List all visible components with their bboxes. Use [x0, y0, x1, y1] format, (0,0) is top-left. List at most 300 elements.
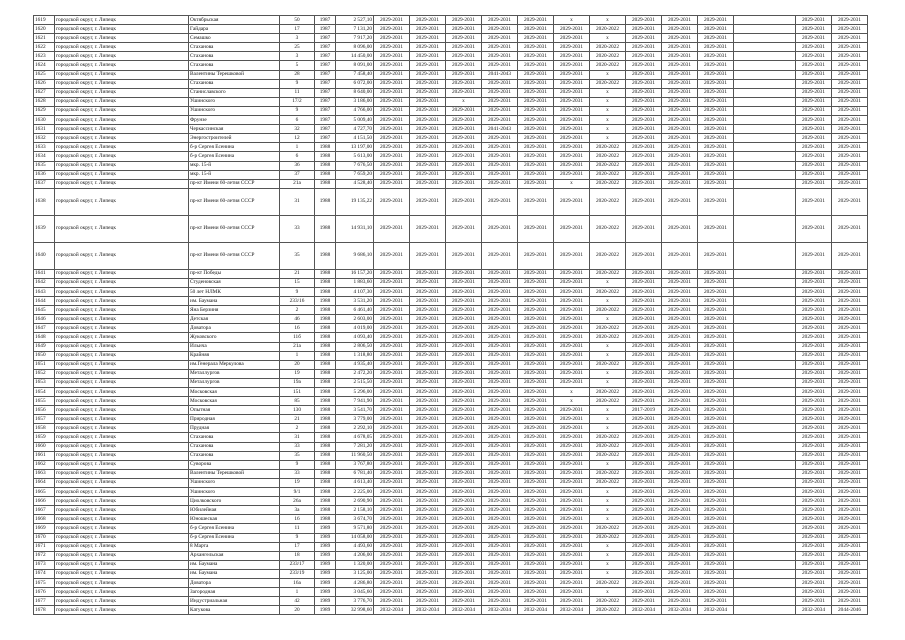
- table-cell: 85: [280, 397, 315, 406]
- table-cell: 8 Марта: [189, 542, 280, 551]
- table-cell: 2029-2031: [482, 469, 518, 478]
- table-cell: 2029-2031: [374, 79, 410, 88]
- table-cell: 18: [280, 551, 315, 560]
- table-cell: 1637: [34, 179, 55, 188]
- table-cell: 2029-2031: [796, 460, 832, 469]
- table-cell: 2029-2031: [554, 378, 590, 387]
- table-cell: 2029-2031: [698, 378, 734, 387]
- table-cell: 2029-2031: [410, 297, 446, 306]
- table-cell: Юбилейная: [189, 506, 280, 515]
- table-cell: 2029-2031: [698, 415, 734, 424]
- table-cell: 2029-2031: [626, 515, 662, 524]
- table-cell: 2029-2031: [626, 215, 662, 242]
- table-cell: 2029-2031: [374, 333, 410, 342]
- table-cell: 2029-2031: [410, 88, 446, 97]
- table-cell: 233/19: [280, 569, 315, 578]
- table-cell: [734, 478, 796, 487]
- table-cell: городской округ, г. Липецк: [55, 415, 189, 424]
- table-cell: 2029-2031: [698, 188, 734, 215]
- table-cell: 3: [280, 52, 315, 61]
- table-cell: х: [590, 97, 626, 106]
- table-cell: городской округ, г. Липецк: [55, 515, 189, 524]
- table-cell: 2029-2031: [626, 342, 662, 351]
- table-cell: 2029-2031: [698, 297, 734, 306]
- table-cell: х: [590, 315, 626, 324]
- table-cell: 2029-2031: [446, 588, 482, 597]
- table-cell: 2029-2031: [698, 542, 734, 551]
- table-cell: 2020-2022: [590, 269, 626, 278]
- table-cell: 2029-2031: [374, 324, 410, 333]
- table-cell: 1988: [315, 342, 336, 351]
- table-cell: 2029-2031: [832, 406, 868, 415]
- table-cell: Валентины Терешковой: [189, 70, 280, 79]
- table-cell: 2029-2031: [446, 179, 482, 188]
- table-cell: 2029-2031: [482, 61, 518, 70]
- table-cell: 1987: [315, 106, 336, 115]
- table-cell: 3 767,80: [336, 460, 374, 469]
- table-cell: Гайдара: [189, 25, 280, 34]
- table-cell: городской округ, г. Липецк: [55, 43, 189, 52]
- table-cell: 1988: [315, 460, 336, 469]
- table-cell: 2020-2022: [590, 597, 626, 606]
- table-cell: 11: [280, 88, 315, 97]
- table-cell: 2029-2031: [518, 551, 554, 560]
- table-row: [34, 560, 868, 569]
- table-row: [34, 242, 868, 269]
- table-cell: 2029-2031: [446, 315, 482, 324]
- table-cell: 2029-2031: [698, 215, 734, 242]
- table-cell: 2029-2031: [410, 170, 446, 179]
- table-cell: 2029-2031: [410, 433, 446, 442]
- table-cell: 2029-2031: [446, 351, 482, 360]
- table-row: [34, 360, 868, 369]
- table-cell: городской округ, г. Липецк: [55, 478, 189, 487]
- table-cell: 2029-2031: [832, 306, 868, 315]
- table-cell: 2029-2031: [518, 515, 554, 524]
- table-cell: 42: [280, 597, 315, 606]
- table-cell: 2029-2031: [410, 116, 446, 125]
- table-cell: Жуковского: [189, 333, 280, 342]
- table-cell: 2 603,00: [336, 315, 374, 324]
- table-cell: Циолковского: [189, 497, 280, 506]
- table-cell: Юношеская: [189, 515, 280, 524]
- table-cell: 1 318,80: [336, 351, 374, 360]
- table-cell: [734, 188, 796, 215]
- table-cell: 26а: [280, 497, 315, 506]
- table-cell: 2029-2031: [482, 397, 518, 406]
- table-cell: Черкассинская: [189, 125, 280, 134]
- table-cell: 2029-2031: [698, 25, 734, 34]
- table-cell: 2029-2031: [832, 134, 868, 143]
- table-cell: 2029-2031: [482, 179, 518, 188]
- table-cell: 2029-2031: [796, 597, 832, 606]
- table-row: [34, 269, 868, 278]
- table-cell: 2029-2031: [518, 306, 554, 315]
- table-cell: 2029-2031: [698, 469, 734, 478]
- table-cell: 2029-2031: [518, 143, 554, 152]
- table-cell: 2029-2031: [698, 179, 734, 188]
- table-cell: 17: [280, 542, 315, 551]
- table-cell: 2029-2031: [796, 88, 832, 97]
- table-cell: [734, 97, 796, 106]
- table-cell: 2029-2031: [662, 88, 698, 97]
- table-cell: 2029-2031: [518, 460, 554, 469]
- table-cell: 1656: [34, 406, 55, 415]
- table-cell: Студеновская: [189, 278, 280, 287]
- table-cell: 1988: [315, 415, 336, 424]
- table-cell: [734, 360, 796, 369]
- table-cell: 2029-2031: [626, 360, 662, 369]
- table-cell: 2029-2031: [626, 597, 662, 606]
- table-cell: 1634: [34, 152, 55, 161]
- table-cell: 2029-2031: [698, 569, 734, 578]
- table-cell: 2029-2031: [832, 597, 868, 606]
- table-cell: 2029-2031: [796, 16, 832, 25]
- table-cell: 2029-2031: [832, 569, 868, 578]
- table-cell: 2029-2031: [662, 269, 698, 278]
- table-cell: 2029-2031: [832, 52, 868, 61]
- table-row: [34, 451, 868, 460]
- table-cell: 2029-2031: [446, 88, 482, 97]
- table-cell: 1988: [315, 278, 336, 287]
- table-cell: 1669: [34, 524, 55, 533]
- table-cell: 1657: [34, 415, 55, 424]
- table-cell: [734, 315, 796, 324]
- table-cell: 8 640,00: [336, 88, 374, 97]
- table-cell: 2029-2031: [626, 97, 662, 106]
- table-cell: 2029-2031: [446, 478, 482, 487]
- table-cell: 2029-2031: [518, 106, 554, 115]
- table-cell: 2029-2031: [374, 287, 410, 296]
- table-cell: 3 541,70: [336, 406, 374, 415]
- table-cell: 2029-2031: [796, 179, 832, 188]
- table-cell: 2029-2031: [698, 388, 734, 397]
- table-cell: 2029-2031: [832, 315, 868, 324]
- table-cell: 2029-2031: [626, 179, 662, 188]
- table-cell: 2029-2031: [662, 61, 698, 70]
- table-cell: 2029-2031: [554, 551, 590, 560]
- table-cell: 2029-2031: [554, 79, 590, 88]
- table-cell: [734, 324, 796, 333]
- table-cell: 2029-2031: [796, 478, 832, 487]
- table-cell: 2029-2031: [554, 560, 590, 569]
- table-cell: городской округ, г. Липецк: [55, 152, 189, 161]
- table-cell: 2029-2031: [518, 397, 554, 406]
- table-cell: 2029-2031: [374, 415, 410, 424]
- table-cell: 1988: [315, 488, 336, 497]
- table-cell: 2029-2031: [410, 278, 446, 287]
- table-cell: 3 045,60: [336, 588, 374, 597]
- table-cell: городской округ, г. Липецк: [55, 442, 189, 451]
- table-cell: 2029-2031: [482, 388, 518, 397]
- table-cell: 2029-2031: [832, 478, 868, 487]
- table-cell: 2032-2034: [482, 606, 518, 615]
- table-cell: 2029-2031: [482, 242, 518, 269]
- table-cell: 2029-2031: [626, 143, 662, 152]
- table-cell: 2029-2031: [374, 360, 410, 369]
- table-cell: 1987: [315, 16, 336, 25]
- table-cell: [734, 415, 796, 424]
- table-cell: 2029-2031: [626, 424, 662, 433]
- table-cell: 2029-2031: [698, 460, 734, 469]
- table-cell: 1987: [315, 116, 336, 125]
- table-cell: 2029-2031: [626, 506, 662, 515]
- table-cell: х: [590, 506, 626, 515]
- table-cell: 233/17: [280, 560, 315, 569]
- table-cell: 2029-2031: [698, 551, 734, 560]
- table-cell: 2029-2031: [832, 324, 868, 333]
- table-cell: 2029-2031: [662, 515, 698, 524]
- table-cell: 2020-2022: [590, 152, 626, 161]
- table-cell: 1: [280, 588, 315, 597]
- table-cell: 2029-2031: [832, 215, 868, 242]
- table-cell: 2029-2031: [796, 79, 832, 88]
- table-cell: 2029-2031: [446, 424, 482, 433]
- table-cell: 2: [280, 306, 315, 315]
- table-cell: Стаханова: [189, 52, 280, 61]
- table-cell: 2029-2031: [374, 143, 410, 152]
- table-row: [34, 433, 868, 442]
- table-cell: 2029-2031: [698, 342, 734, 351]
- table-cell: 2029-2031: [626, 369, 662, 378]
- table-cell: 1988: [315, 269, 336, 278]
- table-cell: пр-кт Имени 60-летия СССР: [189, 215, 280, 242]
- table-cell: Загородная: [189, 588, 280, 597]
- table-cell: 2029-2031: [518, 342, 554, 351]
- table-cell: 2029-2031: [518, 478, 554, 487]
- table-cell: городской округ, г. Липецк: [55, 297, 189, 306]
- table-row: [34, 306, 868, 315]
- table-cell: 2032-2034: [374, 606, 410, 615]
- table-cell: 2029-2031: [796, 134, 832, 143]
- table-cell: 2029-2031: [518, 524, 554, 533]
- table-cell: городской округ, г. Липецк: [55, 52, 189, 61]
- table-cell: 2029-2031: [796, 378, 832, 387]
- table-cell: городской округ, г. Липецк: [55, 606, 189, 615]
- table-cell: 2029-2031: [832, 278, 868, 287]
- table-cell: 1987: [315, 134, 336, 143]
- table-cell: 3 125,00: [336, 569, 374, 578]
- table-cell: 2029-2031: [832, 488, 868, 497]
- table-cell: [734, 152, 796, 161]
- table-cell: 2029-2031: [796, 569, 832, 578]
- housing-register-table: [33, 15, 868, 615]
- table-cell: 2044-2046: [832, 606, 868, 615]
- table-cell: 2029-2031: [482, 588, 518, 597]
- table-cell: городской округ, г. Липецк: [55, 469, 189, 478]
- table-cell: 1663: [34, 469, 55, 478]
- table-cell: 2029-2031: [554, 170, 590, 179]
- table-cell: 33: [280, 442, 315, 451]
- table-cell: 2029-2031: [796, 143, 832, 152]
- table-cell: мкр. 15-й: [189, 161, 280, 170]
- table-cell: 5 009,40: [336, 116, 374, 125]
- table-cell: х: [590, 406, 626, 415]
- table-cell: 2029-2031: [626, 125, 662, 134]
- table-cell: 2029-2031: [626, 134, 662, 143]
- table-cell: 2029-2031: [796, 560, 832, 569]
- table-cell: х: [590, 369, 626, 378]
- table-cell: 1639: [34, 215, 55, 242]
- table-cell: 2029-2031: [554, 134, 590, 143]
- table-row: [34, 43, 868, 52]
- table-cell: 2029-2031: [832, 242, 868, 269]
- table-cell: 2029-2031: [518, 406, 554, 415]
- table-cell: 2020-2022: [590, 287, 626, 296]
- table-cell: городской округ, г. Липецк: [55, 34, 189, 43]
- table-cell: 2029-2031: [662, 43, 698, 52]
- table-cell: 1674: [34, 569, 55, 578]
- table-cell: 12: [280, 134, 315, 143]
- table-cell: 2029-2031: [832, 70, 868, 79]
- table-cell: [734, 215, 796, 242]
- table-cell: 2029-2031: [410, 560, 446, 569]
- table-cell: 2029-2031: [832, 161, 868, 170]
- table-cell: 2029-2031: [662, 542, 698, 551]
- table-cell: х: [590, 551, 626, 560]
- table-cell: 28: [280, 70, 315, 79]
- table-cell: 1988: [315, 306, 336, 315]
- table-cell: 2 158,10: [336, 506, 374, 515]
- table-cell: 2029-2031: [626, 397, 662, 406]
- table-cell: 2029-2031: [554, 34, 590, 43]
- table-cell: 2029-2031: [410, 25, 446, 34]
- table-cell: 2029-2031: [626, 542, 662, 551]
- table-row: [34, 134, 868, 143]
- table-cell: 2029-2031: [626, 306, 662, 315]
- table-cell: городской округ, г. Липецк: [55, 460, 189, 469]
- table-cell: 2029-2031: [554, 116, 590, 125]
- table-cell: 21: [280, 415, 315, 424]
- table-cell: 2029-2031: [410, 588, 446, 597]
- table-cell: [734, 433, 796, 442]
- table-cell: 2020-2022: [590, 306, 626, 315]
- table-cell: 2029-2031: [832, 79, 868, 88]
- table-cell: 2029-2031: [554, 406, 590, 415]
- table-cell: 1655: [34, 397, 55, 406]
- table-cell: городской округ, г. Липецк: [55, 351, 189, 360]
- table-cell: 2029-2031: [832, 433, 868, 442]
- table-cell: 2029-2031: [482, 215, 518, 242]
- table-cell: 20: [280, 360, 315, 369]
- table-cell: 2029-2031: [518, 433, 554, 442]
- table-cell: Прудная: [189, 424, 280, 433]
- table-cell: 2029-2031: [374, 369, 410, 378]
- table-cell: 2029-2031: [796, 315, 832, 324]
- table-cell: 1672: [34, 551, 55, 560]
- table-cell: 2029-2031: [410, 333, 446, 342]
- table-cell: [734, 551, 796, 560]
- table-cell: 2029-2031: [446, 378, 482, 387]
- table-cell: 2029-2031: [626, 433, 662, 442]
- table-cell: 2029-2031: [518, 333, 554, 342]
- table-row: [34, 79, 868, 88]
- table-cell: 2029-2031: [446, 488, 482, 497]
- table-cell: городской округ, г. Липецк: [55, 406, 189, 415]
- table-cell: 2029-2031: [374, 242, 410, 269]
- table-cell: х: [590, 278, 626, 287]
- table-cell: пр-кт Имени 60-летия СССР: [189, 242, 280, 269]
- table-cell: городской округ, г. Липецк: [55, 79, 189, 88]
- table-cell: 2029-2031: [796, 406, 832, 415]
- table-cell: 21а: [280, 179, 315, 188]
- table-cell: [734, 397, 796, 406]
- table-cell: 1988: [315, 297, 336, 306]
- table-cell: 2029-2031: [796, 269, 832, 278]
- table-cell: 2029-2031: [446, 297, 482, 306]
- table-cell: 2029-2031: [410, 215, 446, 242]
- table-cell: Стаханова: [189, 433, 280, 442]
- table-cell: 2029-2031: [446, 134, 482, 143]
- table-cell: Стаханова: [189, 442, 280, 451]
- table-cell: 2029-2031: [518, 125, 554, 134]
- table-cell: 2029-2031: [446, 242, 482, 269]
- table-cell: 2029-2031: [374, 542, 410, 551]
- table-cell: 2029-2031: [554, 106, 590, 115]
- table-cell: 2029-2031: [662, 569, 698, 578]
- table-cell: 2029-2031: [796, 515, 832, 524]
- table-cell: 1650: [34, 351, 55, 360]
- table-cell: 2029-2031: [518, 152, 554, 161]
- table-cell: 2029-2031: [626, 388, 662, 397]
- table-cell: 2020-2022: [590, 433, 626, 442]
- table-cell: 2029-2031: [626, 79, 662, 88]
- table-cell: Стаханова: [189, 451, 280, 460]
- table-cell: 2029-2031: [698, 278, 734, 287]
- table-row: [34, 515, 868, 524]
- table-cell: 4 286,80: [336, 578, 374, 587]
- table-cell: 2029-2031: [374, 88, 410, 97]
- table-cell: 2029-2031: [410, 515, 446, 524]
- table-cell: 2029-2031: [662, 497, 698, 506]
- table-cell: 2029-2031: [662, 424, 698, 433]
- table-cell: 1988: [315, 506, 336, 515]
- table-cell: им. Баумана: [189, 297, 280, 306]
- table-cell: 2029-2031: [482, 524, 518, 533]
- table-cell: 2029-2031: [518, 569, 554, 578]
- table-cell: 2029-2031: [446, 433, 482, 442]
- table-cell: 1988: [315, 360, 336, 369]
- table-cell: 9: [280, 287, 315, 296]
- table-cell: 2029-2031: [554, 287, 590, 296]
- table-cell: 2029-2031: [796, 278, 832, 287]
- table-cell: 2029-2031: [832, 415, 868, 424]
- table-cell: 2020-2022: [590, 397, 626, 406]
- table-cell: 2029-2031: [796, 551, 832, 560]
- table-cell: городской округ, г. Липецк: [55, 143, 189, 152]
- table-cell: 2 472,20: [336, 369, 374, 378]
- table-cell: 1988: [315, 152, 336, 161]
- table-cell: 2029-2031: [482, 79, 518, 88]
- table-cell: 6: [280, 152, 315, 161]
- table-row: [34, 342, 868, 351]
- table-row: [34, 460, 868, 469]
- table-row: [34, 315, 868, 324]
- table-cell: х: [554, 16, 590, 25]
- table-cell: 2 806,50: [336, 342, 374, 351]
- table-cell: 2029-2031: [832, 360, 868, 369]
- table-cell: 2029-2031: [626, 351, 662, 360]
- table-cell: [734, 542, 796, 551]
- table-cell: Природная: [189, 415, 280, 424]
- table-row: [34, 388, 868, 397]
- table-cell: 1676: [34, 588, 55, 597]
- table-cell: 1988: [315, 161, 336, 170]
- table-cell: 2029-2031: [698, 134, 734, 143]
- table-cell: [734, 569, 796, 578]
- table-cell: городской округ, г. Липецк: [55, 569, 189, 578]
- table-cell: [734, 606, 796, 615]
